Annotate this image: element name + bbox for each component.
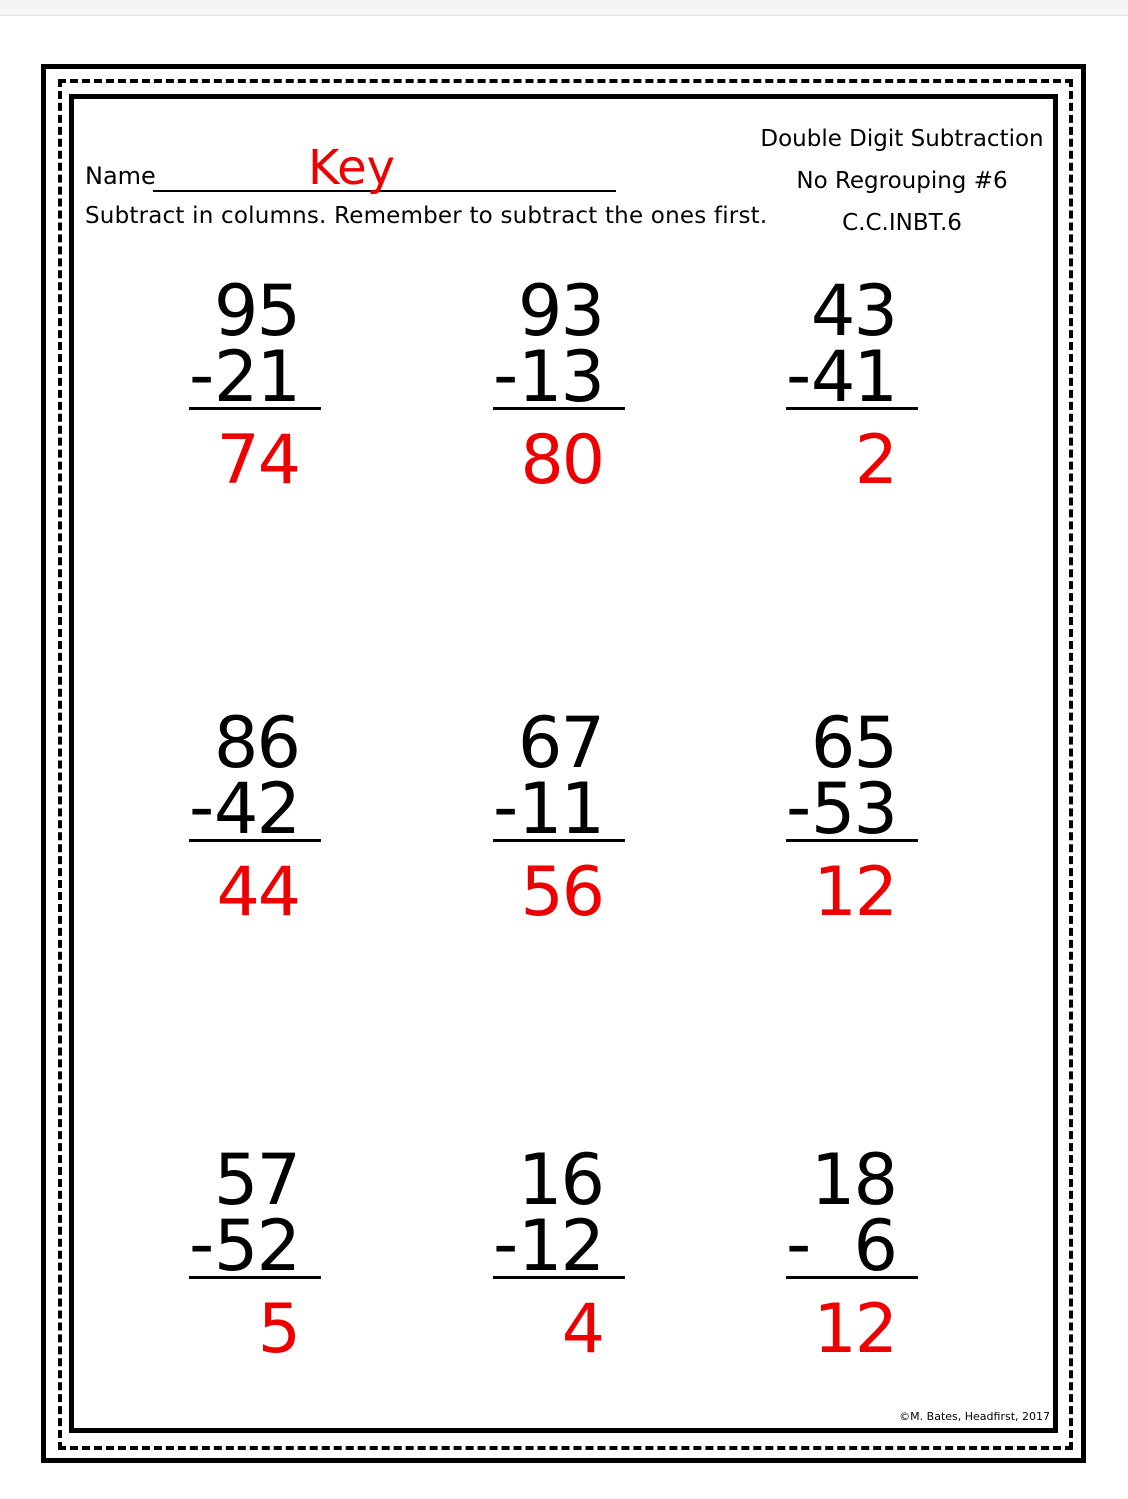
subtrahend: 12	[517, 1205, 603, 1287]
answer: 56	[520, 853, 603, 932]
answer: 5	[257, 1290, 299, 1369]
title-block	[752, 118, 1052, 244]
problem-8	[493, 1139, 633, 1375]
subtrahend: 13	[517, 336, 603, 418]
problem-2	[493, 270, 633, 506]
problem-9	[786, 1139, 926, 1375]
copyright: ©M. Bates, Headfirst, 2017	[899, 1410, 1050, 1423]
subtrahend: 52	[213, 1205, 299, 1287]
worksheet-title: Double Digit Subtraction	[760, 126, 1044, 152]
subtrahend: 6	[853, 1205, 896, 1287]
answer: 12	[813, 1290, 896, 1369]
minuend: 57	[213, 1139, 299, 1221]
minuend: 86	[213, 702, 299, 784]
worksheet-standard: C.C.INBT.6	[842, 210, 962, 236]
answer: 12	[813, 853, 896, 932]
minuend: 16	[517, 1139, 603, 1221]
answer-rule	[786, 839, 918, 842]
name-value: Key	[308, 140, 396, 196]
answer: 2	[854, 421, 896, 500]
answer: 4	[561, 1290, 603, 1369]
answer-rule	[189, 407, 321, 410]
minuend: 95	[213, 270, 299, 352]
answer-rule	[189, 1276, 321, 1279]
answer-rule	[786, 407, 918, 410]
minus-sign: -	[786, 1203, 812, 1285]
minuend: 43	[810, 270, 896, 352]
minuend: 18	[810, 1139, 896, 1221]
answer-rule	[786, 1276, 918, 1279]
answer-rule	[189, 839, 321, 842]
problem-6	[786, 702, 926, 938]
name-label: Name	[85, 162, 156, 190]
instructions: Subtract in columns. Remember to subtract the ones first.	[85, 203, 768, 229]
subtrahend: 21	[213, 336, 299, 418]
subtrahend: 42	[213, 768, 299, 850]
problem-3	[786, 270, 926, 506]
minus-sign: -	[786, 766, 812, 848]
minus-sign: -	[493, 1203, 519, 1285]
minus-sign: -	[189, 766, 215, 848]
subtrahend: 11	[517, 768, 603, 850]
answer-rule	[493, 1276, 625, 1279]
minuend: 93	[517, 270, 603, 352]
minus-sign: -	[493, 766, 519, 848]
problem-7	[189, 1139, 329, 1375]
subtrahend: 41	[810, 336, 896, 418]
minus-sign: -	[786, 334, 812, 416]
worksheet-subtitle: No Regrouping #6	[796, 168, 1008, 194]
top-strip	[0, 0, 1128, 16]
minus-sign: -	[493, 334, 519, 416]
problem-1	[189, 270, 329, 506]
subtrahend: 53	[810, 768, 896, 850]
minus-sign: -	[189, 334, 215, 416]
answer-rule	[493, 407, 625, 410]
minus-sign: -	[189, 1203, 215, 1285]
answer: 74	[216, 421, 299, 500]
problem-4	[189, 702, 329, 938]
answer: 80	[520, 421, 603, 500]
answer-rule	[493, 839, 625, 842]
minuend: 67	[517, 702, 603, 784]
problem-5	[493, 702, 633, 938]
answer: 44	[216, 853, 299, 932]
minuend: 65	[810, 702, 896, 784]
